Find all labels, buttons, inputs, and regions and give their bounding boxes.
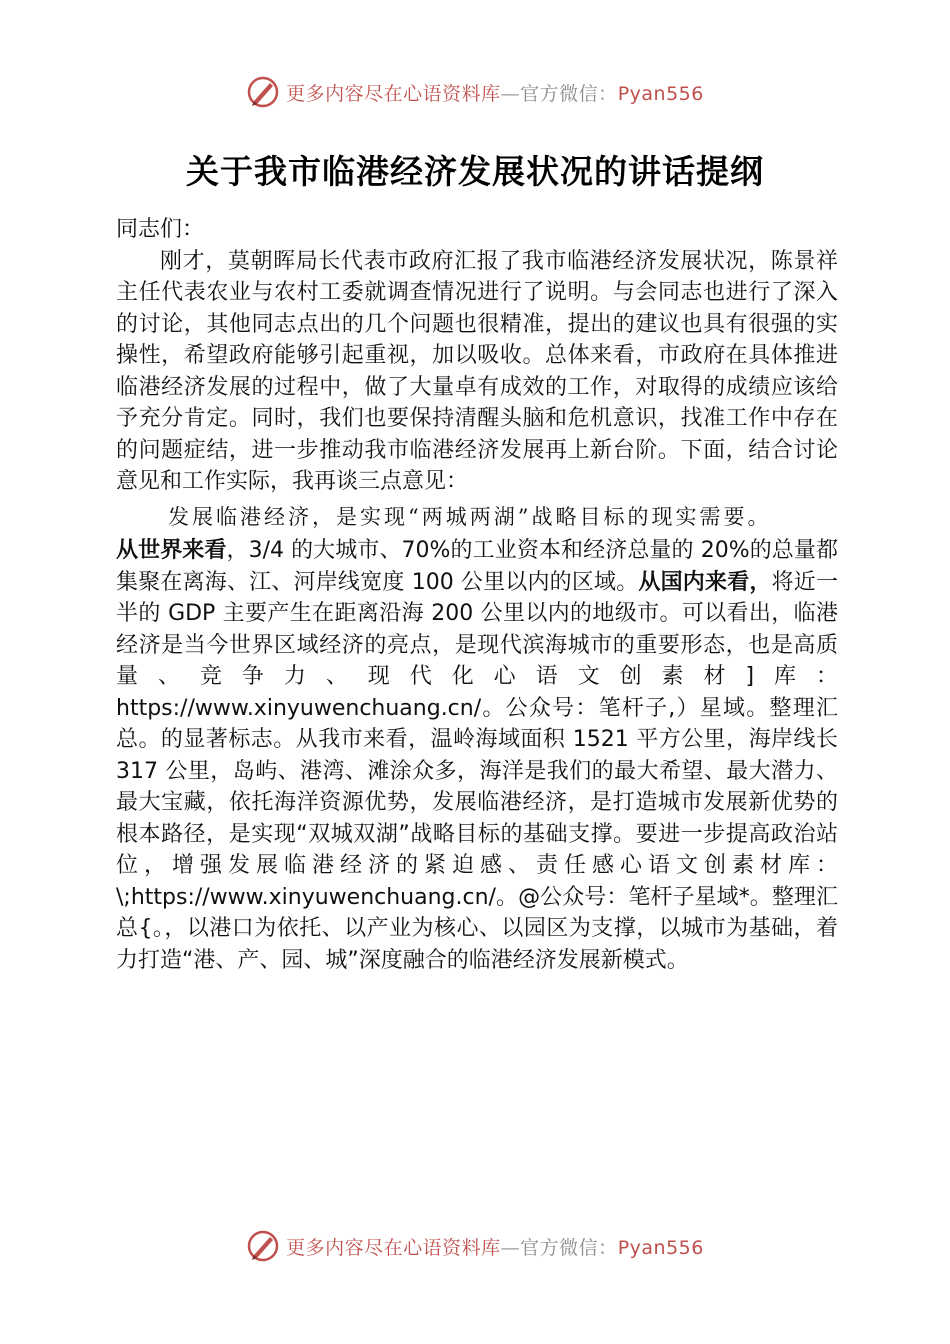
footer-watermark-banner [0,1226,950,1266]
greeting: 同志们： [116,217,205,242]
opening-paragraph: 刚才，莫朝晖局长代表市政府汇报了我市临港经济发展状况，陈景祥主任代表农业与农村工委就调查情况进行了说明。与会同志也进行了深入的讨论，其他同志点出的几个问题也很精准，提出的建议也具有很强的实操性，希望政府能够引起重视，加以吸收。总体来看，市政府在具体推进临港经济发展的过程中，做了大量卓有成效的工作，对取得的成绩应该给予充分肯定。同时，我们也要保持清醒头脑和危机意识，找准工作中存在的问题症结，进一步推动我市临港经济发展再上新台阶。下面，结合讨论意见和工作实际，我再谈三点意见： [116,248,838,494]
bold-phrase-domestic: 从国内来看， [638,569,772,595]
document-title: 关于我市临港经济发展状况的讲话提纲 [186,152,764,191]
document-body [116,214,838,976]
watermark-text: 更多内容尽在心语资料库—官方微信：Pyan556 [286,82,704,105]
section-heading: 发展临港经济，是实现“两城两湖”战略目标的现实需要。 [168,504,772,529]
bold-phrase-world: 从世界来看 [116,538,227,563]
body-paragraph: 从世界来看，3/4 的大城市、70%的工业资本和经济总量的 20%的总量都集聚在离海、江、河岸线宽度 100 公里以内的区域。从国内来看，将近一半的 GDP 主要产生在距离沿海 200 公里以内的地级市。可以看出，临港经济是当今世界区域经济的亮点，是现代滨海城市的重要形态，也是高质量、竞争力、现代化心语文创素材]库：https://www.xinyuwenchuang.cn/。公众号：笔杆子,）星域。整理汇总。的显著标志。从我市来看，温岭海域面积 1521 平方公里，海岸线长 317 公里，岛屿、港湾、滩涂众多，海洋是我们的最大希望、最大潜力、最大宝藏，依托海洋资源优势，发展临港经济，是打造城市发展新优势的根本路径，是实现“双城双湖”战略目标的基础支撑。要进一步提高政治站位，增强发展临港经济的紧迫感、责任感心语文创素材库：\;https://www.xinyuwenchuang.cn/。@公众号：笔杆子星域*。整理汇总{。，以港口为依托、以产业为核心、以园区为支撑，以城市为基础，着力打造“港、产、园、城”深度融合的临港经济发展新模式。 [116,538,838,973]
pen-logo-icon [246,1229,280,1263]
header-watermark-banner [0,72,950,112]
watermark-text: 更多内容尽在心语资料库—官方微信：Pyan556 [286,1236,704,1259]
pen-logo-icon [246,75,280,109]
